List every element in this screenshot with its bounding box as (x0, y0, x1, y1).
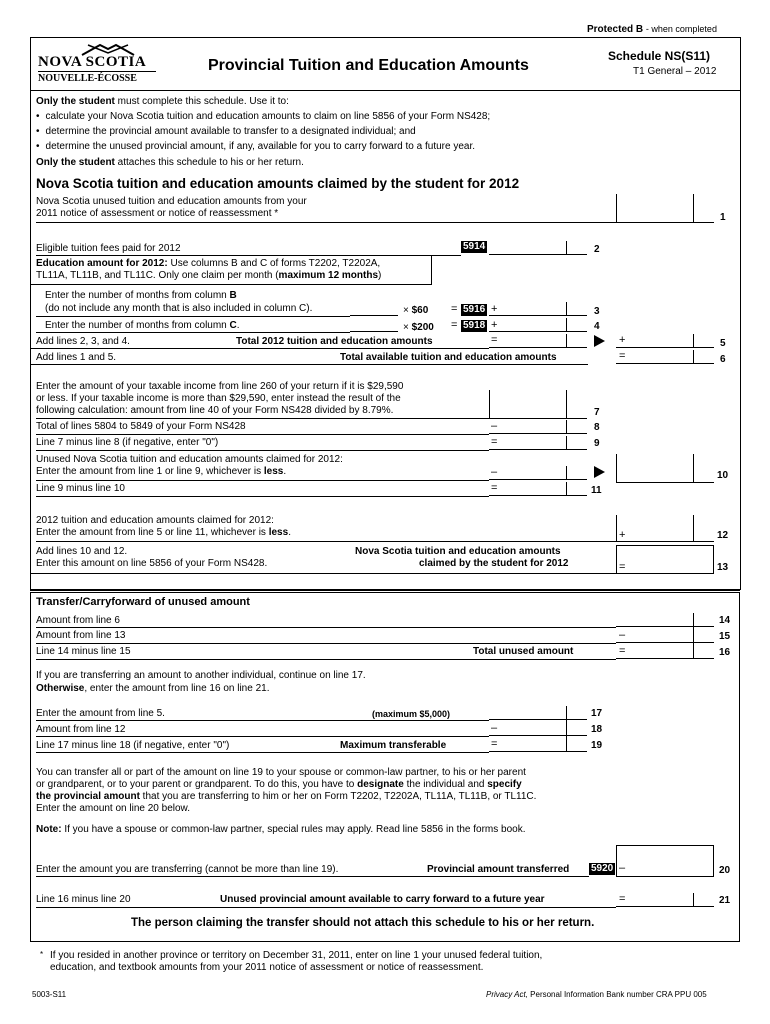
footnote-line2: education, and textbook amounts from your 2011 notice of assessment or notice of reassessment. (50, 962, 484, 973)
section1-heading: Nova Scotia tuition and education amounts claimed by the student for 2012 (36, 176, 520, 191)
line4-months[interactable] (350, 318, 398, 332)
continue-text-2: Otherwise, enter the amount from line 16 on line 21. (36, 683, 270, 694)
line7-amount[interactable] (489, 390, 587, 419)
line3-equals: = (451, 303, 458, 315)
line1-label-a: Nova Scotia unused tuition and education amounts from your (36, 196, 307, 207)
line8-minus: – (491, 420, 498, 432)
line10-amount[interactable] (616, 454, 714, 483)
schedule-name: Schedule NS(S11) (608, 49, 711, 63)
footnote-line1: If you resided in another province or territory on December 31, 2011, enter on line 1 your unused federal tuition, (50, 950, 543, 961)
line-number-2: 2 (594, 244, 600, 255)
line12-label-a: 2012 tuition and education amounts claimed for 2012: (36, 515, 274, 526)
intro-last: Only the student attaches this schedule to his or her return. (36, 157, 304, 168)
line13-label-a: Add lines 10 and 12. (36, 546, 128, 557)
line3-rate: × $60 (403, 305, 429, 316)
continue-text-1: If you are transferring an amount to another individual, continue on line 17. (36, 670, 366, 681)
line11-equals: = (491, 482, 498, 494)
line-number-8: 8 (594, 422, 600, 433)
code-5920: 5920 (591, 863, 614, 874)
line20-amount[interactable] (616, 845, 714, 877)
line5-equals: = (491, 334, 498, 346)
line-number-13: 13 (717, 562, 729, 573)
transfer-text-2: or grandparent, or to your parent or grandparent. To do this, you have to designate the individual and specify (36, 779, 522, 790)
line1-label-b: 2011 notice of assessment or notice of reassessment * (36, 208, 279, 219)
line14-amount[interactable] (616, 613, 714, 627)
attach-note: The person claiming the transfer should not attach this schedule to his or her return. (131, 917, 595, 929)
line18-minus: – (491, 722, 498, 734)
line-number-5: 5 (720, 338, 726, 349)
arrow-right-icon (594, 466, 605, 478)
line19-amount[interactable] (489, 738, 587, 752)
transfer-text-3: the provincial amount that you are transferring to him or her on Form T2202, T2202A, TL11A, TL11B, or TL11C. (36, 791, 537, 802)
logo-text-top: NOVA SCOTIA (38, 54, 147, 70)
line12-amount[interactable] (616, 515, 714, 542)
line7-label-a: Enter the amount of your taxable income from line 260 of your return if it is $29,590 (36, 381, 404, 392)
page-title: Provincial Tuition and Education Amounts (208, 57, 529, 74)
intro-bullet-1: • calculate your Nova Scotia tuition and education amounts to claim on line 5856 of your Form NS428; (36, 111, 491, 122)
nova-scotia-logo (36, 41, 162, 87)
line5-plus: + (619, 334, 626, 346)
footnote-star: * (40, 950, 44, 959)
transfer-text-1: You can transfer all or part of the amount on line 19 to your spouse or common-law partner, to his or her parent (36, 767, 526, 778)
line-number-15: 15 (719, 631, 731, 642)
line-number-4: 4 (594, 321, 600, 332)
intro-bullet-2: • determine the provincial amount available to transfer to a designated individual; and (36, 126, 416, 137)
line6-total-label: Total available tuition and education amounts (340, 352, 557, 363)
line5-label: Add lines 2, 3, and 4. (36, 336, 130, 347)
line16-amount[interactable] (616, 645, 714, 659)
note-text: Note: If you have a spouse or common-law partner, special rules may apply. Read line 5856 in the forms book. (36, 824, 526, 835)
line16-equals: = (619, 645, 626, 657)
line6-equals: = (619, 350, 626, 362)
line12-plus: + (619, 529, 626, 541)
intro-line1: Only the student must complete this schedule. Use it to: (36, 96, 289, 107)
line8-amount[interactable] (489, 420, 587, 434)
line3-months[interactable] (350, 302, 398, 316)
line-number-3: 3 (594, 306, 600, 317)
line10-label-a: Unused Nova Scotia tuition and education amounts claimed for 2012: (36, 454, 343, 465)
logo-text-bottom: NOUVELLE-ÉCOSSE (38, 73, 137, 84)
line17-amount[interactable] (489, 706, 587, 720)
line18-label: Amount from line 12 (36, 724, 126, 735)
arrow-right-icon (594, 335, 605, 347)
line-number-1: 1 (720, 212, 726, 223)
line21-amount[interactable] (616, 893, 714, 907)
code-5916: 5916 (463, 304, 486, 315)
line21-label: Line 16 minus line 20 (36, 894, 131, 905)
line16-total-label: Total unused amount (473, 646, 574, 657)
line15-label: Amount from line 13 (36, 630, 126, 641)
line3-amount[interactable] (489, 302, 587, 316)
line19-equals: = (491, 738, 498, 750)
line-number-20: 20 (719, 865, 731, 876)
line15-amount[interactable] (616, 629, 714, 643)
line4-label: Enter the number of months from column C. (45, 320, 240, 331)
line10-minus: – (491, 466, 498, 478)
line8-label: Total of lines 5804 to 5849 of your Form NS428 (36, 421, 246, 432)
line5-amount[interactable] (616, 334, 714, 348)
line13-total-2: claimed by the student for 2012 (419, 558, 569, 569)
line13-total-1: Nova Scotia tuition and education amounts (355, 546, 561, 557)
education-amount-label: Education amount for 2012: Use columns B and C of forms T2202, T2202A, (36, 258, 381, 269)
form-year: T1 General – 2012 (633, 66, 717, 77)
line6-label: Add lines 1 and 5. (36, 352, 117, 363)
line-number-16: 16 (719, 647, 731, 658)
line-number-7: 7 (594, 407, 600, 418)
form-code: 5003-S11 (32, 990, 67, 999)
line19-label: Line 17 minus line 18 (if negative, enter "0") (36, 740, 230, 751)
line4-equals: = (451, 319, 458, 331)
line1-amount[interactable] (616, 194, 714, 223)
line21-equals: = (619, 893, 626, 905)
line10-subtotal[interactable] (489, 466, 587, 480)
line-number-21: 21 (719, 895, 731, 906)
line15-minus: – (619, 629, 626, 641)
transfer-text-4: Enter the amount on line 20 below. (36, 803, 190, 814)
line-number-18: 18 (591, 724, 603, 735)
protected-label: Protected B - when completed (587, 24, 717, 35)
line4-rate: × $200 (403, 322, 434, 333)
section3-heading: Transfer/Carryforward of unused amount (36, 596, 250, 608)
line7-label-c: following calculation: amount from line 40 of your Form NS428 divided by 8.79%. (36, 405, 394, 416)
line13-equals: = (619, 561, 626, 573)
line2-amount[interactable] (489, 241, 587, 255)
line6-amount[interactable] (616, 350, 714, 364)
line9-label: Line 7 minus line 8 (if negative, enter "0") (36, 437, 219, 448)
line3-plus: + (491, 303, 498, 315)
line16-label: Line 14 minus line 15 (36, 646, 131, 657)
line11-label: Line 9 minus line 10 (36, 483, 125, 494)
line3-label-a: Enter the number of months from column B (45, 290, 237, 301)
code-5914: 5914 (463, 241, 486, 252)
line-number-9: 9 (594, 438, 600, 449)
code-5918: 5918 (463, 320, 486, 331)
line14-label: Amount from line 6 (36, 615, 120, 626)
line20-minus: – (619, 862, 626, 874)
line-number-12: 12 (717, 530, 729, 541)
line12-label-b: Enter the amount from line 5 or line 11, whichever is less. (36, 527, 291, 538)
line-number-6: 6 (720, 354, 726, 365)
line4-plus: + (491, 319, 498, 331)
line20-total-label: Provincial amount transferred (427, 864, 570, 875)
line10-label-b: Enter the amount from line 1 or line 9, whichever is less. (36, 466, 287, 477)
line18-amount[interactable] (489, 722, 587, 736)
privacy-notice: Privacy Act, Personal Information Bank number CRA PPU 005 (486, 990, 707, 999)
line2-label: Eligible tuition fees paid for 2012 (36, 243, 181, 254)
line17-label: Enter the amount from line 5. (36, 708, 165, 719)
line5-subtotal[interactable] (489, 334, 587, 348)
line19-total-label: Maximum transferable (340, 740, 447, 751)
line9-equals: = (491, 436, 498, 448)
line21-total-label: Unused provincial amount available to carry forward to a future year (220, 894, 545, 905)
line-number-19: 19 (591, 740, 603, 751)
line-number-14: 14 (719, 615, 731, 626)
line20-label: Enter the amount you are transferring (cannot be more than line 19). (36, 864, 339, 875)
line13-amount[interactable] (616, 545, 714, 574)
line3-label-b: (do not include any month that is also included in column C). (45, 303, 313, 314)
line7-label-b: or less. If your taxable income is more than $29,590, enter instead the result of the (36, 393, 401, 404)
line5-total-label: Total 2012 tuition and education amounts (236, 336, 433, 347)
line-number-10: 10 (717, 470, 729, 481)
line13-label-b: Enter this amount on line 5856 of your Form NS428. (36, 558, 268, 569)
line11-amount[interactable] (489, 482, 587, 496)
line-number-17: 17 (591, 708, 603, 719)
line4-amount[interactable] (489, 318, 587, 332)
intro-bullet-3: • determine the unused provincial amount, if any, available for you to carry forward to a future year. (36, 141, 476, 152)
line17-max: (maximum $5,000) (372, 709, 451, 719)
line-number-11: 11 (591, 485, 602, 496)
education-amount-label-2: TL11A, TL11B, and TL11C. Only one claim per month (maximum 12 months) (36, 270, 382, 281)
line9-amount[interactable] (489, 436, 587, 450)
